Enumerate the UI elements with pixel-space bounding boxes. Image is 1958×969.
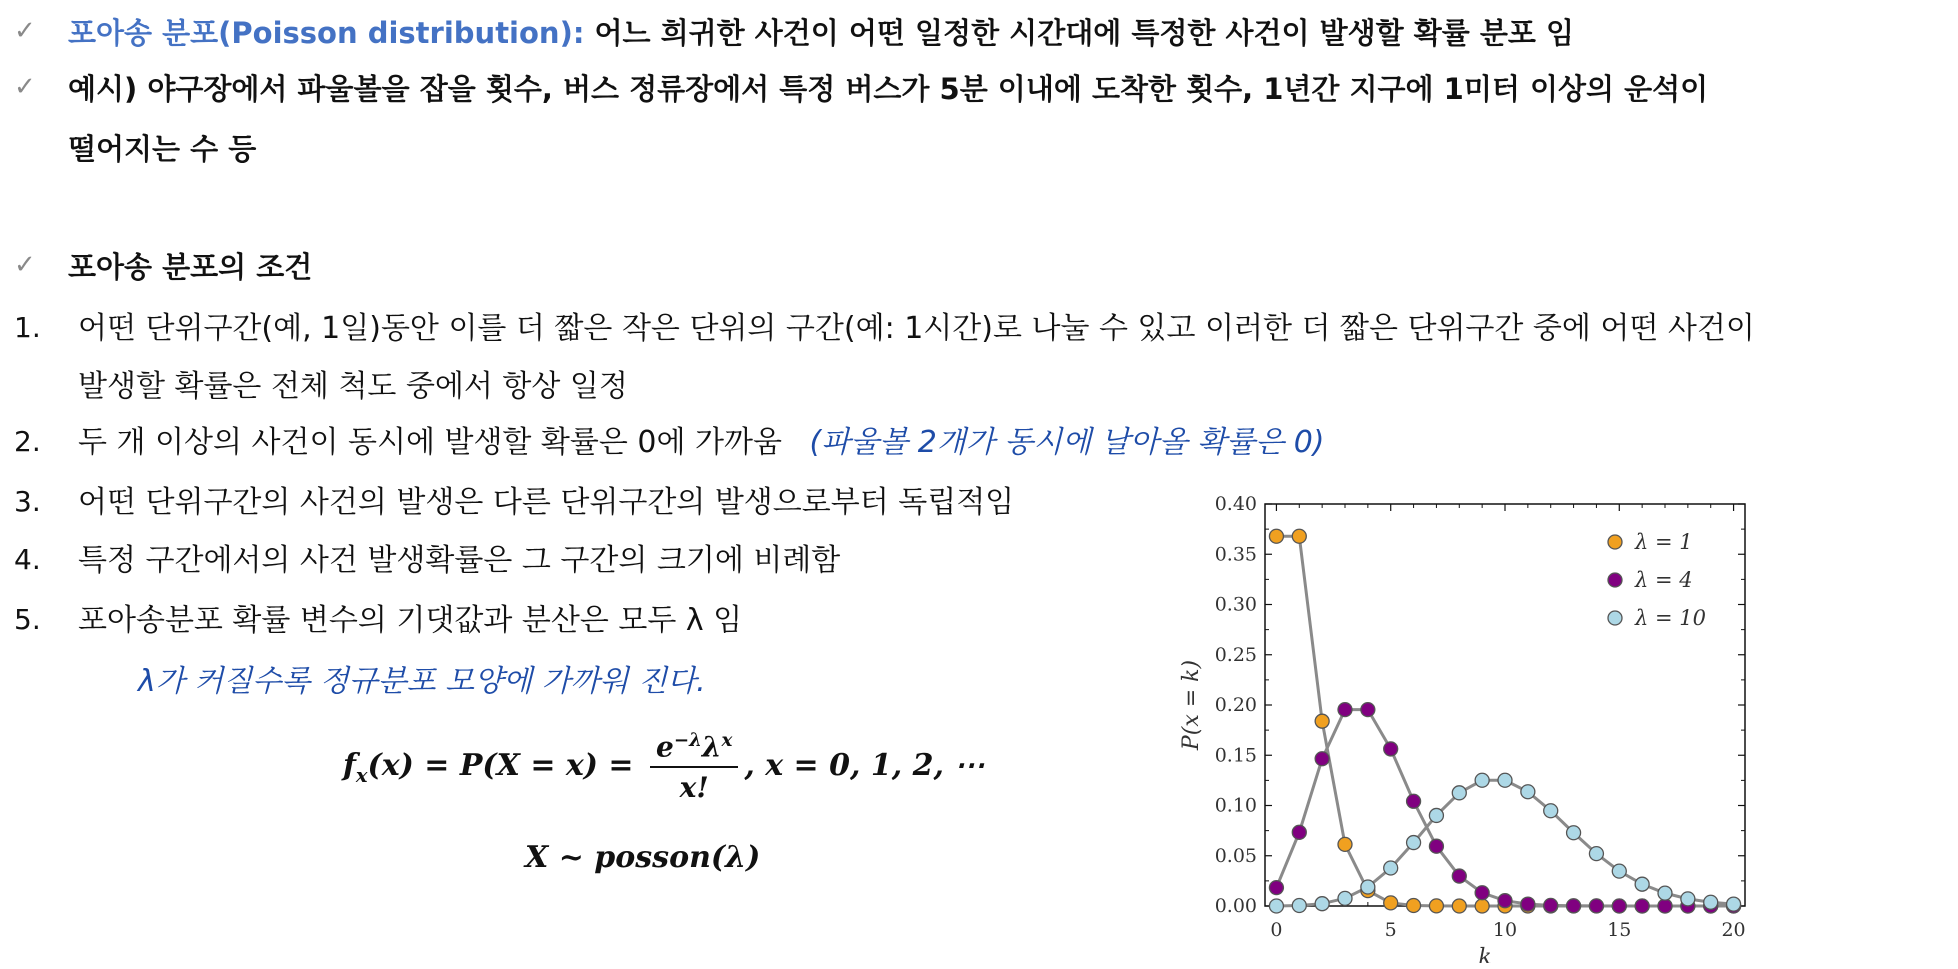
plot-frame (1265, 504, 1745, 906)
data-point-series-1 (1475, 886, 1489, 900)
y-tick-label: 0.30 (1214, 593, 1257, 616)
data-point-series-0 (1452, 899, 1466, 913)
condition-number: 1. (14, 311, 41, 344)
condition-text: 발생할 확률은 전체 척도 중에서 항상 일정 (78, 369, 628, 404)
data-point-series-1 (1567, 899, 1581, 913)
data-point-series-2 (1567, 826, 1581, 840)
legend-label: λ = 4 (1635, 568, 1693, 592)
data-point-series-1 (1338, 703, 1352, 717)
data-point-series-0 (1269, 529, 1283, 543)
data-point-series-0 (1407, 898, 1421, 912)
data-point-series-1 (1658, 899, 1672, 913)
poisson-chart (1170, 490, 1790, 963)
condition-number: 4. (14, 543, 41, 576)
legend-marker (1608, 611, 1622, 625)
condition-text: 어떤 단위구간(예, 1일)동안 이를 더 짧은 작은 단위의 구간(예: 1시간)로 나눌 수 있고 이러한 더 짧은 단위구간 중에 어떤 사건이 (78, 311, 1755, 346)
data-point-series-2 (1635, 877, 1649, 891)
x-tick-label: 20 (1721, 919, 1746, 941)
x-tick-label: 0 (1270, 919, 1283, 941)
data-point-series-0 (1292, 529, 1306, 543)
definition-text: 어느 희귀한 사건이 어떤 일정한 시간대에 특정한 사건이 발생할 확률 분포 임 (584, 16, 1575, 50)
check-icon: ✓ (14, 72, 36, 102)
y-tick-label: 0.15 (1214, 744, 1257, 767)
data-point-series-2 (1269, 899, 1283, 913)
x-tick-label: 15 (1607, 919, 1632, 941)
data-point-series-2 (1475, 773, 1489, 787)
data-point-series-2 (1681, 892, 1695, 906)
data-point-series-0 (1315, 714, 1329, 728)
data-point-series-1 (1589, 899, 1603, 913)
data-point-series-1 (1292, 825, 1306, 839)
example-text-line2: 떨어지는 수 등 (68, 132, 257, 166)
data-point-series-2 (1338, 891, 1352, 905)
data-point-series-2 (1292, 898, 1306, 912)
poisson-pmf-formula: $f_x(x) = P(X = x)$ = $\frac{e^{-\lambda}\lambda^x}{x!}$ , x = 0, 1, 2, ⋯ (343, 730, 985, 805)
poisson-notation: X ~ posson(λ) (525, 840, 761, 875)
check-icon: ✓ (14, 250, 36, 280)
data-point-series-1 (1361, 703, 1375, 717)
data-point-series-2 (1452, 786, 1466, 800)
data-point-series-2 (1407, 836, 1421, 850)
y-tick-label: 0.10 (1214, 794, 1257, 817)
data-point-series-2 (1384, 861, 1398, 875)
data-point-series-1 (1635, 899, 1649, 913)
data-point-series-1 (1544, 898, 1558, 912)
example-text-line1: 예시) 야구장에서 파울볼을 잡을 횟수, 버스 정류장에서 특정 버스가 5분 이내에 도착한 횟수, 1년간 지구에 1미터 이상의 운석이 (68, 72, 1709, 106)
data-point-series-2 (1544, 804, 1558, 818)
condition-text: 두 개 이상의 사건이 동시에 발생할 확률은 0에 가까움 (78, 425, 782, 460)
data-point-series-1 (1521, 897, 1535, 911)
data-point-series-2 (1361, 880, 1375, 894)
legend-marker (1608, 573, 1622, 587)
data-point-series-0 (1384, 896, 1398, 910)
data-point-series-2 (1704, 895, 1718, 909)
data-point-series-2 (1612, 864, 1626, 878)
data-point-series-1 (1315, 752, 1329, 766)
condition-text: 어떤 단위구간의 사건의 발생은 다른 단위구간의 발생으로부터 독립적임 (78, 485, 1015, 520)
y-tick-label: 0.35 (1214, 543, 1257, 566)
condition-text: 포아송분포 확률 변수의 기댓값과 분산은 모두 λ 임 (78, 603, 743, 638)
legend-marker (1608, 535, 1622, 549)
data-point-series-0 (1475, 899, 1489, 913)
condition-number: 2. (14, 425, 41, 458)
series-line-1 (1276, 710, 1733, 906)
x-axis-label: k (1478, 945, 1492, 963)
data-point-series-1 (1498, 894, 1512, 908)
data-point-series-1 (1407, 794, 1421, 808)
y-tick-label: 0.00 (1214, 895, 1257, 917)
data-point-series-1 (1384, 742, 1398, 756)
legend-label: λ = 1 (1635, 530, 1693, 554)
data-point-series-2 (1727, 897, 1741, 911)
formula-fraction: $\frac{e^{-\lambda}\lambda^x}{x!}$ (650, 730, 738, 804)
check-icon: ✓ (14, 16, 36, 46)
data-point-series-2 (1521, 785, 1535, 799)
handwritten-note: λ가 커질수록 정규분포 모양에 가까워 진다. (138, 664, 706, 699)
data-point-series-2 (1498, 773, 1512, 787)
data-point-series-2 (1429, 808, 1443, 822)
legend-label: λ = 10 (1635, 606, 1706, 630)
data-point-series-0 (1429, 899, 1443, 913)
y-tick-label: 0.25 (1214, 643, 1257, 666)
conditions-title: 포아송 분포의 조건 (68, 250, 313, 284)
y-tick-label: 0.40 (1214, 493, 1257, 515)
data-point-series-2 (1658, 886, 1672, 900)
definition-highlight: 포아송 분포(Poisson distribution): (68, 16, 585, 50)
data-point-series-1 (1612, 899, 1626, 913)
data-point-series-2 (1589, 847, 1603, 861)
data-point-series-1 (1269, 881, 1283, 895)
condition-text: 특정 구간에서의 사건 발생확률은 그 구간의 크기에 비례함 (78, 543, 841, 578)
data-point-series-1 (1452, 869, 1466, 883)
data-point-series-0 (1338, 837, 1352, 851)
x-tick-label: 5 (1384, 919, 1397, 941)
handwritten-annotation: (파울볼 2개가 동시에 날아올 확률은 0) (809, 425, 1325, 460)
y-tick-label: 0.20 (1214, 694, 1257, 716)
condition-number: 5. (14, 603, 41, 636)
data-point-series-2 (1315, 897, 1329, 911)
y-tick-label: 0.05 (1214, 844, 1257, 867)
y-axis-label: P(x = k) (1179, 659, 1204, 751)
data-point-series-1 (1429, 839, 1443, 853)
condition-number: 3. (14, 485, 41, 518)
x-tick-label: 10 (1492, 919, 1518, 941)
